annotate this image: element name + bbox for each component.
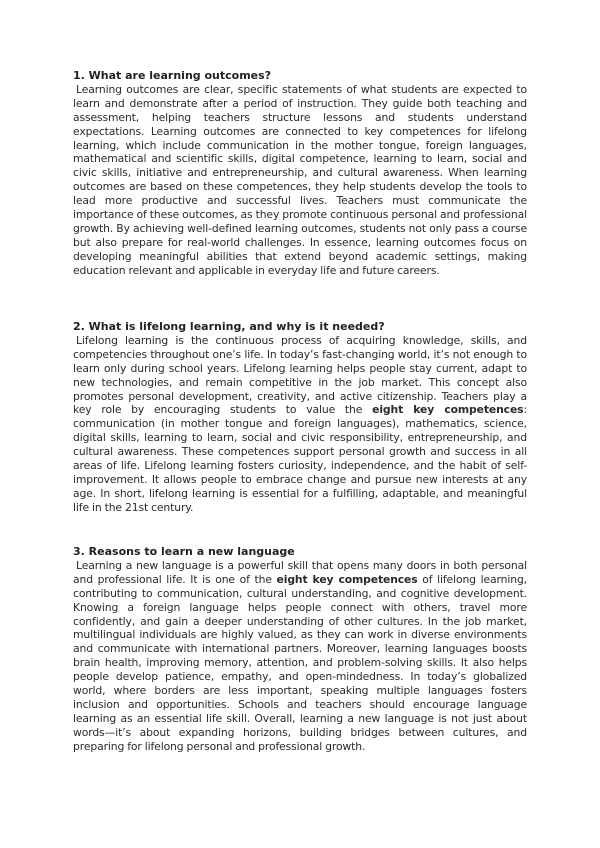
section-learning-outcomes <box>73 69 527 278</box>
section-heading: 3. Reasons to learn a new language <box>73 545 295 558</box>
paragraph-text: Lifelong learning is the continuous process of acquiring knowledge, skills, and competencies throughout one’s life. In today’s fast-changing world, it’s not enough to learn only during school years. Lifelong learning helps people stay current, adapt to new technologies, and remain competitive in the job market. This concept also promotes personal development, creativity, and active citizenship. Teachers play a key role by encouraging students to value the <box>73 333 527 417</box>
section-paragraph <box>73 334 527 515</box>
section-heading: 1. What are learning outcomes? <box>73 69 272 82</box>
section-learn-language <box>73 545 527 754</box>
paragraph-text: Learning outcomes are clear, specific statements of what students are expected to learn and demonstrate after a period of instruction. They guide both teaching and assessment, helping teachers structure lessons and students understand expectations. Learning outcomes are connected to key competences for lifelong learning, which include communication in the mother tongue, foreign languages, mathematical and scientific skills, digital competence, learning to learn, social and civic skills, initiative and entrepreneurship, and cultural awareness. When learning outcomes are based on these competences, they help students develop the tools to lead more productive and successful lives. Teachers must communicate the importance of these outcomes, as they promote continuous personal and professional growth. By achieving well-defined learning outcomes, students not only pass a course but also prepare for real-world challenges. In essence, learning outcomes focus on developing meaningful abilities that extend beyond academic settings, making education relevant and applicable in everyday life and future careers. <box>73 82 527 277</box>
paragraph-text: : communication (in mother tongue and foreign languages), mathematics, science, digital skills, learning to learn, social and civic responsibility, entrepreneurship, and cultural awareness. These competences support personal growth and success in all areas of life. Lifelong learning fosters curiosity, independence, and the habit of self-improvement. It allows people to embrace change and pursue new interests at any age. In short, lifelong learning is essential for a fulfilling, adaptable, and meaningful life in the 21st century. <box>73 403 527 514</box>
paragraph-text: of lifelong learning, contributing to communication, cultural understanding, and cognitive development. Knowing a foreign language helps people connect with others, travel more confidently, and gain a deeper understanding of other cultures. In the job market, multilingual individuals are highly valued, as they can work in diverse environments and communicate with international partners. Moreover, learning languages boosts brain health, improving memory, attention, and problem-solving skills. It also helps people develop patience, empathy, and open-mindedness. In today’s globalized world, where borders are less important, speaking multiple languages fosters inclusion and opportunities. Schools and teachers should encourage language learning as an essential life skill. Overall, learning a new language is not just about words—it’s about expanding horizons, building bridges between cultures, and preparing for lifelong personal and professional growth. <box>73 572 527 753</box>
section-paragraph <box>73 83 527 278</box>
paragraph-text: Learning a new language is a powerful skill that opens many doors in both personal and professional life. It is one of the <box>73 558 527 586</box>
section-paragraph <box>73 559 527 754</box>
paragraph-bold-text: eight key competences <box>372 403 524 417</box>
section-lifelong-learning <box>73 320 527 515</box>
section-heading: 2. What is lifelong learning, and why is it needed? <box>73 320 385 333</box>
paragraph-bold-text: eight key competences <box>276 572 418 586</box>
